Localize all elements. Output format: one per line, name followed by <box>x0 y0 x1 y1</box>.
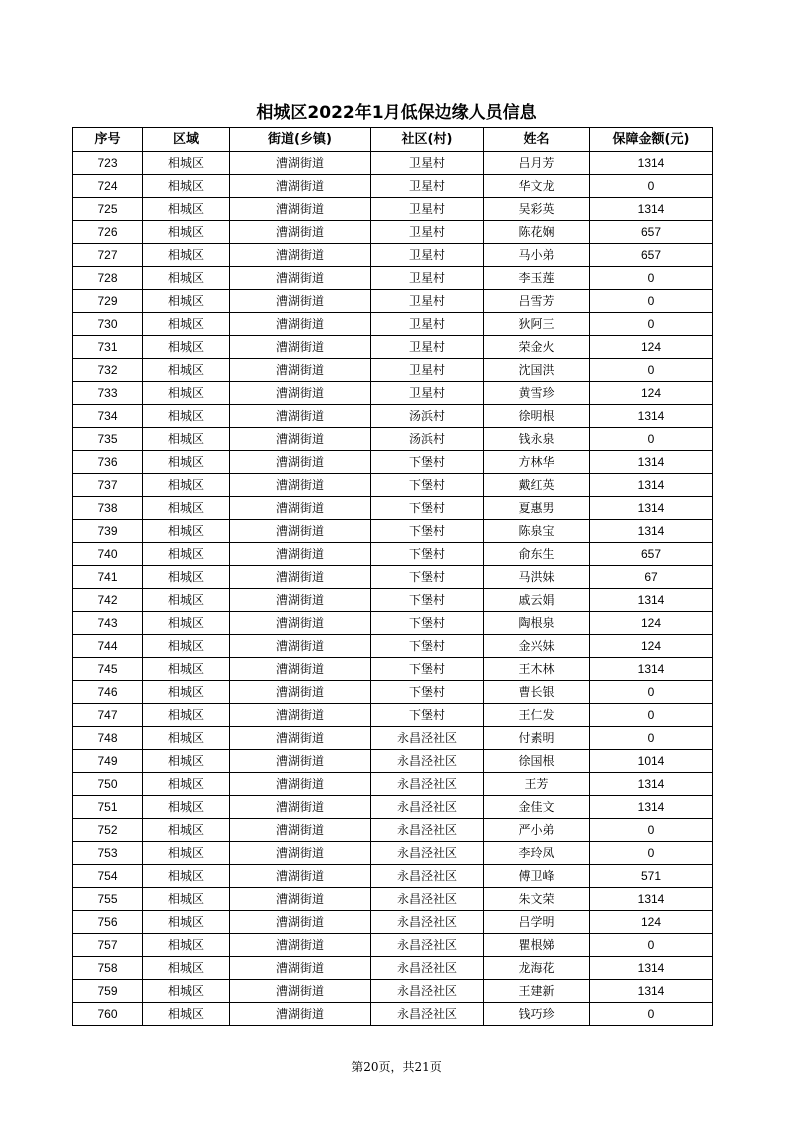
cell-amount: 124 <box>590 911 713 934</box>
cell-amount: 657 <box>590 244 713 267</box>
cell-district: 相城区 <box>143 497 230 520</box>
cell-serial-number: 744 <box>73 635 143 658</box>
cell-district: 相城区 <box>143 635 230 658</box>
table-row <box>73 589 713 612</box>
table-row <box>73 727 713 750</box>
cell-serial-number: 754 <box>73 865 143 888</box>
cell-street: 漕湖街道 <box>230 359 371 382</box>
cell-community: 卫星村 <box>371 313 484 336</box>
cell-amount: 0 <box>590 290 713 313</box>
cell-district: 相城区 <box>143 888 230 911</box>
table-row <box>73 750 713 773</box>
cell-amount: 0 <box>590 1003 713 1026</box>
cell-serial-number: 739 <box>73 520 143 543</box>
cell-serial-number: 749 <box>73 750 143 773</box>
cell-district: 相城区 <box>143 405 230 428</box>
cell-name: 王建新 <box>484 980 590 1003</box>
cell-amount: 1314 <box>590 589 713 612</box>
cell-amount: 0 <box>590 313 713 336</box>
cell-community: 卫星村 <box>371 359 484 382</box>
cell-serial-number: 738 <box>73 497 143 520</box>
cell-district: 相城区 <box>143 520 230 543</box>
cell-name: 曹长银 <box>484 681 590 704</box>
cell-amount: 1314 <box>590 773 713 796</box>
cell-district: 相城区 <box>143 359 230 382</box>
table-row <box>73 405 713 428</box>
cell-street: 漕湖街道 <box>230 750 371 773</box>
cell-street: 漕湖街道 <box>230 198 371 221</box>
cell-serial-number: 723 <box>73 152 143 175</box>
cell-name: 方林华 <box>484 451 590 474</box>
table-row <box>73 290 713 313</box>
cell-serial-number: 735 <box>73 428 143 451</box>
cell-street: 漕湖街道 <box>230 290 371 313</box>
cell-community: 永昌泾社区 <box>371 934 484 957</box>
cell-street: 漕湖街道 <box>230 382 371 405</box>
table-row <box>73 1003 713 1026</box>
cell-amount: 1314 <box>590 152 713 175</box>
table-row <box>73 336 713 359</box>
table-row <box>73 842 713 865</box>
cell-street: 漕湖街道 <box>230 474 371 497</box>
cell-community: 卫星村 <box>371 336 484 359</box>
cell-street: 漕湖街道 <box>230 221 371 244</box>
cell-name: 戴红英 <box>484 474 590 497</box>
cell-district: 相城区 <box>143 727 230 750</box>
table-row <box>73 451 713 474</box>
header-community: 社区(村) <box>371 128 484 152</box>
table-row <box>73 911 713 934</box>
cell-amount: 1314 <box>590 405 713 428</box>
table-row <box>73 198 713 221</box>
cell-community: 下堡村 <box>371 497 484 520</box>
cell-serial-number: 750 <box>73 773 143 796</box>
cell-street: 漕湖街道 <box>230 566 371 589</box>
cell-amount: 0 <box>590 819 713 842</box>
cell-amount: 657 <box>590 221 713 244</box>
cell-amount: 1314 <box>590 451 713 474</box>
cell-district: 相城区 <box>143 566 230 589</box>
table-row <box>73 681 713 704</box>
cell-street: 漕湖街道 <box>230 911 371 934</box>
cell-amount: 657 <box>590 543 713 566</box>
cell-amount: 571 <box>590 865 713 888</box>
table-row <box>73 704 713 727</box>
cell-community: 永昌泾社区 <box>371 727 484 750</box>
cell-serial-number: 734 <box>73 405 143 428</box>
cell-district: 相城区 <box>143 704 230 727</box>
cell-serial-number: 740 <box>73 543 143 566</box>
document-title: 相城区2022年1月低保边缘人员信息 <box>256 103 537 123</box>
cell-name: 瞿根娣 <box>484 934 590 957</box>
cell-name: 王仁发 <box>484 704 590 727</box>
cell-district: 相城区 <box>143 865 230 888</box>
cell-name: 金佳文 <box>484 796 590 819</box>
cell-serial-number: 742 <box>73 589 143 612</box>
table-row <box>73 152 713 175</box>
cell-community: 下堡村 <box>371 451 484 474</box>
table-row <box>73 313 713 336</box>
cell-district: 相城区 <box>143 221 230 244</box>
cell-district: 相城区 <box>143 612 230 635</box>
cell-community: 下堡村 <box>371 474 484 497</box>
cell-amount: 0 <box>590 359 713 382</box>
cell-amount: 0 <box>590 428 713 451</box>
cell-name: 陈花娴 <box>484 221 590 244</box>
cell-amount: 1314 <box>590 888 713 911</box>
cell-street: 漕湖街道 <box>230 405 371 428</box>
cell-street: 漕湖街道 <box>230 543 371 566</box>
cell-name: 徐国根 <box>484 750 590 773</box>
page-footer: 第20页，共21页 <box>351 1060 442 1074</box>
cell-name: 严小弟 <box>484 819 590 842</box>
table-row <box>73 474 713 497</box>
cell-community: 下堡村 <box>371 681 484 704</box>
table-row <box>73 888 713 911</box>
cell-serial-number: 731 <box>73 336 143 359</box>
cell-community: 永昌泾社区 <box>371 773 484 796</box>
cell-community: 永昌泾社区 <box>371 750 484 773</box>
table-row <box>73 359 713 382</box>
cell-name: 华文龙 <box>484 175 590 198</box>
cell-street: 漕湖街道 <box>230 819 371 842</box>
cell-district: 相城区 <box>143 980 230 1003</box>
cell-district: 相城区 <box>143 474 230 497</box>
table-row <box>73 497 713 520</box>
header-name: 姓名 <box>484 128 590 152</box>
header-street: 街道(乡镇) <box>230 128 371 152</box>
cell-serial-number: 743 <box>73 612 143 635</box>
cell-street: 漕湖街道 <box>230 336 371 359</box>
cell-street: 漕湖街道 <box>230 934 371 957</box>
cell-street: 漕湖街道 <box>230 244 371 267</box>
cell-district: 相城区 <box>143 382 230 405</box>
header-district: 区域 <box>143 128 230 152</box>
header-serial-number: 序号 <box>73 128 143 152</box>
cell-serial-number: 757 <box>73 934 143 957</box>
table-body <box>73 152 713 1026</box>
table-row <box>73 957 713 980</box>
cell-community: 卫星村 <box>371 290 484 313</box>
cell-street: 漕湖街道 <box>230 612 371 635</box>
cell-name: 吕月芳 <box>484 152 590 175</box>
cell-serial-number: 741 <box>73 566 143 589</box>
cell-amount: 124 <box>590 336 713 359</box>
table-row <box>73 175 713 198</box>
cell-name: 付素明 <box>484 727 590 750</box>
cell-community: 卫星村 <box>371 152 484 175</box>
cell-street: 漕湖街道 <box>230 451 371 474</box>
cell-serial-number: 746 <box>73 681 143 704</box>
cell-community: 下堡村 <box>371 658 484 681</box>
cell-name: 李玉莲 <box>484 267 590 290</box>
cell-serial-number: 736 <box>73 451 143 474</box>
cell-community: 卫星村 <box>371 267 484 290</box>
cell-community: 卫星村 <box>371 244 484 267</box>
table-row <box>73 658 713 681</box>
cell-serial-number: 747 <box>73 704 143 727</box>
cell-name: 马小弟 <box>484 244 590 267</box>
cell-district: 相城区 <box>143 198 230 221</box>
cell-serial-number: 737 <box>73 474 143 497</box>
cell-community: 永昌泾社区 <box>371 865 484 888</box>
cell-serial-number: 745 <box>73 658 143 681</box>
cell-street: 漕湖街道 <box>230 888 371 911</box>
cell-amount: 1314 <box>590 474 713 497</box>
cell-district: 相城区 <box>143 957 230 980</box>
cell-amount: 1314 <box>590 796 713 819</box>
cell-serial-number: 755 <box>73 888 143 911</box>
table-row <box>73 566 713 589</box>
table-row <box>73 980 713 1003</box>
cell-community: 卫星村 <box>371 175 484 198</box>
cell-community: 下堡村 <box>371 543 484 566</box>
cell-amount: 124 <box>590 635 713 658</box>
cell-district: 相城区 <box>143 313 230 336</box>
cell-serial-number: 748 <box>73 727 143 750</box>
cell-street: 漕湖街道 <box>230 865 371 888</box>
cell-street: 漕湖街道 <box>230 727 371 750</box>
cell-name: 钱巧珍 <box>484 1003 590 1026</box>
cell-amount: 0 <box>590 175 713 198</box>
cell-community: 下堡村 <box>371 635 484 658</box>
cell-serial-number: 760 <box>73 1003 143 1026</box>
cell-street: 漕湖街道 <box>230 175 371 198</box>
table-row <box>73 520 713 543</box>
cell-amount: 1314 <box>590 497 713 520</box>
table-row <box>73 773 713 796</box>
cell-community: 汤浜村 <box>371 405 484 428</box>
cell-name: 沈国洪 <box>484 359 590 382</box>
cell-amount: 1314 <box>590 957 713 980</box>
cell-street: 漕湖街道 <box>230 589 371 612</box>
cell-name: 陶根泉 <box>484 612 590 635</box>
table-row <box>73 819 713 842</box>
cell-community: 永昌泾社区 <box>371 980 484 1003</box>
cell-serial-number: 732 <box>73 359 143 382</box>
cell-street: 漕湖街道 <box>230 842 371 865</box>
cell-name: 陈泉宝 <box>484 520 590 543</box>
cell-community: 永昌泾社区 <box>371 819 484 842</box>
cell-name: 吕学明 <box>484 911 590 934</box>
cell-community: 下堡村 <box>371 520 484 543</box>
cell-name: 黄雪珍 <box>484 382 590 405</box>
table-row <box>73 428 713 451</box>
cell-serial-number: 759 <box>73 980 143 1003</box>
cell-street: 漕湖街道 <box>230 773 371 796</box>
cell-district: 相城区 <box>143 681 230 704</box>
cell-community: 汤浜村 <box>371 428 484 451</box>
cell-district: 相城区 <box>143 658 230 681</box>
cell-name: 俞东生 <box>484 543 590 566</box>
table-row <box>73 934 713 957</box>
cell-amount: 0 <box>590 704 713 727</box>
cell-amount: 0 <box>590 842 713 865</box>
table-row <box>73 796 713 819</box>
cell-serial-number: 753 <box>73 842 143 865</box>
cell-district: 相城区 <box>143 911 230 934</box>
cell-amount: 124 <box>590 612 713 635</box>
cell-district: 相城区 <box>143 428 230 451</box>
cell-district: 相城区 <box>143 336 230 359</box>
cell-district: 相城区 <box>143 244 230 267</box>
cell-district: 相城区 <box>143 819 230 842</box>
cell-district: 相城区 <box>143 290 230 313</box>
cell-name: 狄阿三 <box>484 313 590 336</box>
cell-street: 漕湖街道 <box>230 520 371 543</box>
header-amount: 保障金额(元) <box>590 128 713 152</box>
cell-name: 王芳 <box>484 773 590 796</box>
cell-amount: 0 <box>590 934 713 957</box>
cell-community: 下堡村 <box>371 589 484 612</box>
cell-name: 钱永泉 <box>484 428 590 451</box>
cell-serial-number: 752 <box>73 819 143 842</box>
table-row <box>73 267 713 290</box>
cell-street: 漕湖街道 <box>230 152 371 175</box>
cell-street: 漕湖街道 <box>230 1003 371 1026</box>
cell-district: 相城区 <box>143 773 230 796</box>
cell-community: 下堡村 <box>371 612 484 635</box>
cell-name: 王木林 <box>484 658 590 681</box>
cell-amount: 1314 <box>590 198 713 221</box>
low-income-roster-table <box>72 127 713 1026</box>
cell-community: 永昌泾社区 <box>371 888 484 911</box>
cell-name: 夏惠男 <box>484 497 590 520</box>
cell-name: 吴彩英 <box>484 198 590 221</box>
cell-amount: 1314 <box>590 520 713 543</box>
cell-amount: 124 <box>590 382 713 405</box>
cell-serial-number: 724 <box>73 175 143 198</box>
cell-street: 漕湖街道 <box>230 635 371 658</box>
cell-name: 朱文荣 <box>484 888 590 911</box>
cell-community: 卫星村 <box>371 221 484 244</box>
cell-serial-number: 756 <box>73 911 143 934</box>
cell-community: 下堡村 <box>371 704 484 727</box>
table-row <box>73 635 713 658</box>
cell-community: 卫星村 <box>371 382 484 405</box>
cell-amount: 0 <box>590 727 713 750</box>
cell-street: 漕湖街道 <box>230 796 371 819</box>
cell-community: 永昌泾社区 <box>371 957 484 980</box>
cell-serial-number: 729 <box>73 290 143 313</box>
cell-street: 漕湖街道 <box>230 704 371 727</box>
cell-name: 金兴妹 <box>484 635 590 658</box>
cell-street: 漕湖街道 <box>230 658 371 681</box>
cell-district: 相城区 <box>143 750 230 773</box>
cell-community: 下堡村 <box>371 566 484 589</box>
cell-serial-number: 726 <box>73 221 143 244</box>
cell-district: 相城区 <box>143 589 230 612</box>
table-header-row <box>73 128 713 152</box>
cell-community: 永昌泾社区 <box>371 796 484 819</box>
cell-name: 马洪妹 <box>484 566 590 589</box>
cell-district: 相城区 <box>143 543 230 566</box>
cell-street: 漕湖街道 <box>230 313 371 336</box>
cell-street: 漕湖街道 <box>230 957 371 980</box>
cell-serial-number: 728 <box>73 267 143 290</box>
table-row <box>73 221 713 244</box>
cell-serial-number: 730 <box>73 313 143 336</box>
cell-amount: 0 <box>590 267 713 290</box>
cell-community: 永昌泾社区 <box>371 911 484 934</box>
cell-name: 李玲凤 <box>484 842 590 865</box>
cell-name: 戚云娟 <box>484 589 590 612</box>
cell-community: 永昌泾社区 <box>371 842 484 865</box>
cell-district: 相城区 <box>143 267 230 290</box>
cell-amount: 1314 <box>590 980 713 1003</box>
cell-community: 卫星村 <box>371 198 484 221</box>
cell-community: 永昌泾社区 <box>371 1003 484 1026</box>
cell-district: 相城区 <box>143 175 230 198</box>
cell-street: 漕湖街道 <box>230 980 371 1003</box>
table-row <box>73 543 713 566</box>
table-row <box>73 382 713 405</box>
cell-street: 漕湖街道 <box>230 267 371 290</box>
cell-serial-number: 733 <box>73 382 143 405</box>
cell-street: 漕湖街道 <box>230 681 371 704</box>
cell-serial-number: 751 <box>73 796 143 819</box>
cell-district: 相城区 <box>143 451 230 474</box>
table-row <box>73 865 713 888</box>
cell-amount: 1314 <box>590 658 713 681</box>
cell-district: 相城区 <box>143 842 230 865</box>
cell-name: 傅卫峰 <box>484 865 590 888</box>
cell-amount: 1014 <box>590 750 713 773</box>
cell-serial-number: 727 <box>73 244 143 267</box>
cell-district: 相城区 <box>143 796 230 819</box>
cell-amount: 67 <box>590 566 713 589</box>
cell-name: 龙海花 <box>484 957 590 980</box>
cell-name: 徐明根 <box>484 405 590 428</box>
cell-street: 漕湖街道 <box>230 497 371 520</box>
cell-district: 相城区 <box>143 934 230 957</box>
cell-serial-number: 725 <box>73 198 143 221</box>
cell-district: 相城区 <box>143 152 230 175</box>
cell-district: 相城区 <box>143 1003 230 1026</box>
table-row <box>73 612 713 635</box>
cell-name: 荣金火 <box>484 336 590 359</box>
cell-amount: 0 <box>590 681 713 704</box>
cell-street: 漕湖街道 <box>230 428 371 451</box>
cell-name: 吕雪芳 <box>484 290 590 313</box>
table-row <box>73 244 713 267</box>
cell-serial-number: 758 <box>73 957 143 980</box>
